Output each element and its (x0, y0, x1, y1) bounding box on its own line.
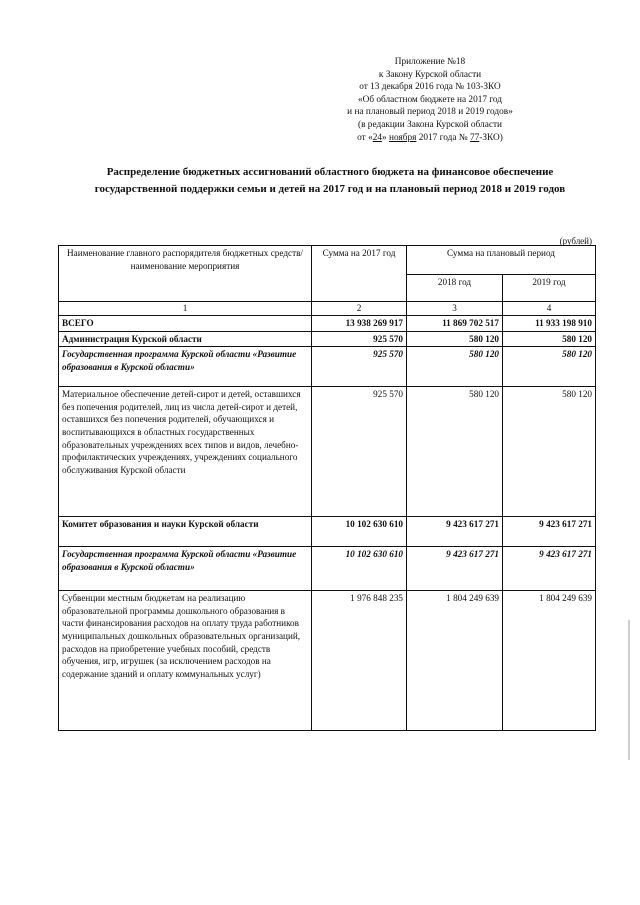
table-row-program-2 (59, 547, 596, 591)
row-2018: 1 804 249 639 (407, 591, 503, 731)
row-2019: 1 804 249 639 (503, 591, 596, 731)
row-2019: 580 120 (503, 331, 596, 347)
table-row-education-committee (59, 517, 596, 547)
header-row (59, 246, 596, 275)
header-name: Наименование главного распорядителя бюджетных средств/наименование мероприятия (59, 246, 312, 302)
row-2017: 925 570 (312, 387, 407, 517)
revision-year: 2017 года № (416, 132, 470, 143)
row-name: Комитет образования и науки Курской области (59, 517, 312, 547)
units-label: (рублей) (559, 236, 592, 246)
header-2019: 2019 год (503, 275, 596, 302)
appendix-law-date: от 13 декабря 2016 года № 103-ЗКО (359, 82, 501, 93)
row-2019: 580 120 (503, 387, 596, 517)
revision-sep: » (382, 132, 389, 143)
row-2017: 1 976 848 235 (312, 591, 407, 731)
col-number-2: 2 (312, 302, 407, 316)
table-row-orphans-support (59, 387, 596, 517)
appendix-law-title: «Об областном бюджете на 2017 год (357, 94, 503, 105)
table-row-program-1 (59, 347, 596, 387)
row-2019: 11 933 198 910 (503, 316, 596, 332)
table-row-total (59, 316, 596, 332)
scan-edge-mark (628, 620, 630, 760)
title-line-2: государственной поддержки семьи и детей на 2017 год и на плановый период 2018 и 2019 годов (94, 183, 566, 195)
row-2018: 580 120 (407, 347, 503, 387)
appendix-header (330, 56, 530, 144)
row-name: Материальное обеспечение детей-сирот и детей, оставшихся без попечения родителей, лиц из числа детей-сирот и детей, оставшихся без попечения родителей, обучающихся и воспитывающихся в областных государственных образовательных учреждениях всех типов и видов, лечебно-профилактических учреждениях, учреждениях социального обслуживания Курской области (59, 387, 312, 517)
appendix-law: к Закону Курской области (378, 69, 482, 80)
row-name: Государственная программа Курской области «Развитие образования в Курской области» (59, 547, 312, 591)
document-title (40, 164, 620, 198)
header-planned-period: Сумма на плановый период (407, 246, 596, 275)
row-2018: 9 423 617 271 (407, 517, 503, 547)
row-2019: 9 423 617 271 (503, 547, 596, 591)
header-2018: 2018 год (407, 275, 503, 302)
col-number-4: 4 (503, 302, 596, 316)
appendix-law-title-cont: и на плановый период 2018 и 2019 годов» (347, 107, 513, 118)
appendix-revision: (в редакции Закона Курской области (358, 119, 502, 130)
row-2017: 925 570 (312, 331, 407, 347)
title-line-1: Распределение бюджетных ассигнований областного бюджета на финансовое обеспечение (106, 166, 554, 178)
row-2017: 925 570 (312, 347, 407, 387)
appendix-number: Приложение №18 (394, 57, 466, 67)
row-2019: 580 120 (503, 347, 596, 387)
row-name: Субвенции местным бюджетам на реализацию образовательной программы дошкольного образования в части финансирования расходов на оплату труда работников муниципальных дошкольных образовательных организаций, расходов на приобретение учебных пособий, средств обучения, игр, игрушек (за исключением расходов на содержание зданий и оплату коммунальных услуг) (59, 591, 312, 731)
revision-suffix: -ЗКО) (479, 132, 503, 143)
row-2018: 9 423 617 271 (407, 547, 503, 591)
table-row-administration (59, 331, 596, 347)
row-name: ВСЕГО (59, 316, 312, 332)
row-2018: 580 120 (407, 387, 503, 517)
col-number-1: 1 (59, 302, 312, 316)
revision-prefix: от « (357, 132, 373, 143)
table-row-preschool-subventions (59, 591, 596, 731)
appendix-revision-date (330, 132, 530, 145)
row-name: Государственная программа Курской области «Развитие образования в Курской области» (59, 347, 312, 387)
row-2017: 10 102 630 610 (312, 547, 407, 591)
row-2017: 10 102 630 610 (312, 517, 407, 547)
header-sum-2017: Сумма на 2017 год (312, 246, 407, 302)
row-2019: 9 423 617 271 (503, 517, 596, 547)
row-name: Администрация Курской области (59, 331, 312, 347)
row-2018: 580 120 (407, 331, 503, 347)
row-2018: 11 869 702 517 (407, 316, 503, 332)
row-2017: 13 938 269 917 (312, 316, 407, 332)
revision-day: 24 (372, 132, 383, 143)
budget-table (58, 245, 596, 731)
revision-month: ноября (389, 132, 417, 143)
revision-number: 77 (469, 132, 480, 143)
numbering-row (59, 302, 596, 316)
col-number-3: 3 (407, 302, 503, 316)
